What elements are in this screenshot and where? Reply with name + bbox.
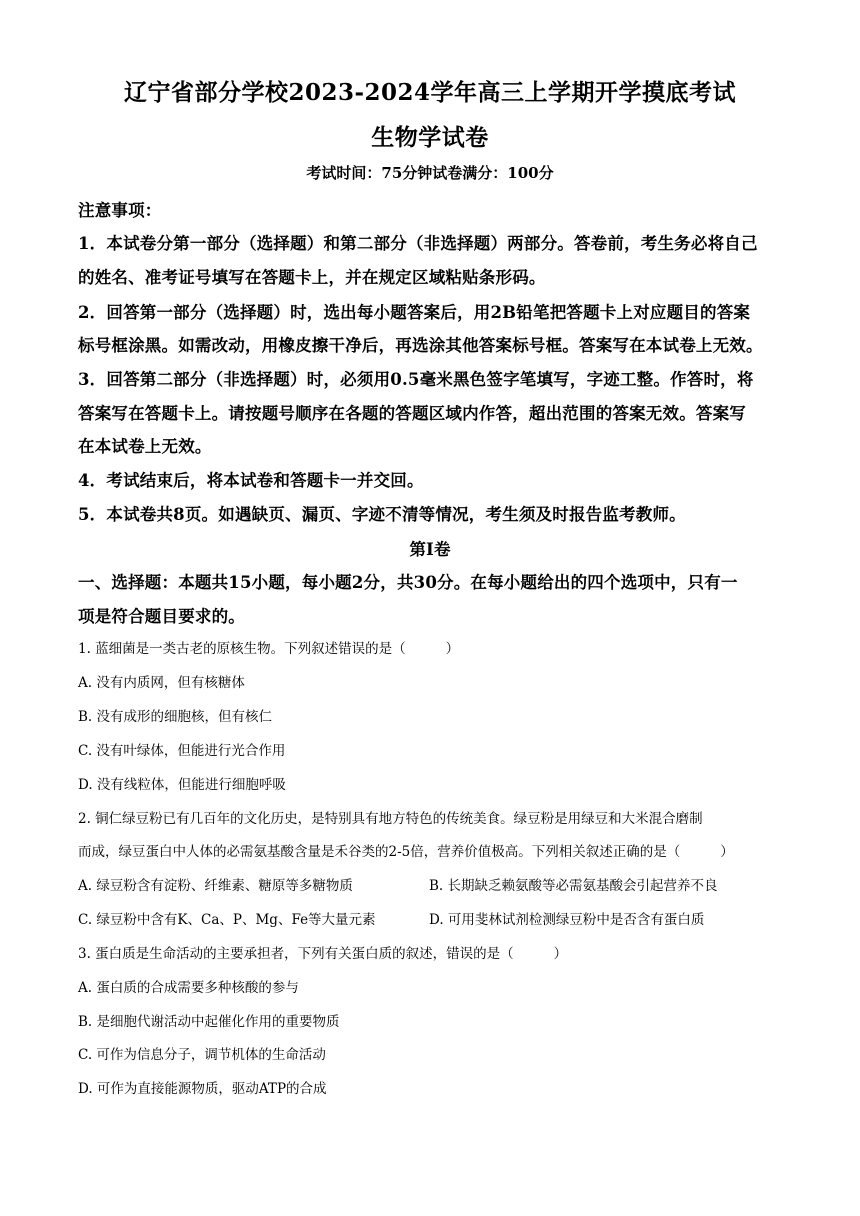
exam-subject-title: 生物学试卷 — [371, 124, 489, 151]
question-3-option-a: A. 蛋白质的合成需要多种核酸的参与 — [78, 980, 299, 996]
note-line: 1．本试卷分第一部分（选择题）和第二部分（非选择题）两部分。答卷前，考生务必将自己 — [78, 234, 758, 253]
question-2-stem: 2. 铜仁绿豆粉已有几百年的文化历史，是特别具有地方特色的传统美食。绿豆粉是用绿豆和大米混合磨制 — [78, 811, 703, 827]
question-1-option-c: C. 没有叶绿体，但能进行光合作用 — [78, 743, 286, 759]
note-line: 答案写在答题卡上。请按题号顺序在各题的答题区域内作答，超出范围的答案无效。答案写 — [78, 404, 746, 423]
question-1-option-a: A. 没有内质网，但有核糖体 — [78, 675, 245, 691]
note-line: 的姓名、准考证号填写在答题卡上，并在规定区域粘贴条形码。 — [78, 268, 546, 287]
question-2-option-b: B. 长期缺乏赖氨酸等必需氨基酸会引起营养不良 — [429, 878, 718, 894]
question-1-option-b: B. 没有成形的细胞核，但有核仁 — [78, 709, 273, 725]
question-2-options-row — [78, 908, 788, 930]
question-2-stem-cont: 而成，绿豆蛋白中人体的必需氨基酸含量是禾谷类的2-5倍，营养价值极高。下列相关叙述正确的是（ ） — [78, 844, 734, 860]
notes-heading: 注意事项： — [78, 201, 162, 220]
section-instruction: 项是符合题目要求的。 — [78, 607, 245, 626]
note-line: 在本试卷上无效。 — [78, 437, 212, 456]
question-2-options-row — [78, 874, 788, 896]
note-line: 5．本试卷共8页。如遇缺页、漏页、字迹不清等情况，考生须及时报告监考教师。 — [78, 505, 686, 524]
question-2-option-d: D. 可用斐林试剂检测绿豆粉中是否含有蛋白质 — [429, 912, 705, 928]
question-2-option-a: A. 绿豆粉含有淀粉、纤维素、糖原等多糖物质 — [78, 878, 353, 894]
question-3-stem: 3. 蛋白质是生命活动的主要承担者，下列有关蛋白质的叙述，错误的是（ ） — [78, 946, 568, 962]
volume-heading: 第Ⅰ卷 — [409, 540, 451, 559]
exam-title: 辽宁省部分学校2023-2024学年高三上学期开学摸底考试 — [123, 79, 737, 106]
note-line: 2．回答第一部分（选择题）时，选出每小题答案后，用2B铅笔把答题卡上对应题目的答案 — [78, 303, 751, 322]
question-3-option-c: C. 可作为信息分子，调节机体的生命活动 — [78, 1047, 326, 1063]
exam-time-and-score: 考试时间：75分钟试卷满分：100分 — [306, 164, 554, 182]
note-line: 4．考试结束后，将本试卷和答题卡一并交回。 — [78, 471, 424, 490]
question-1-option-d: D. 没有线粒体，但能进行细胞呼吸 — [78, 777, 286, 793]
note-line: 标号框涂黑。如需改动，用橡皮擦干净后，再选涂其他答案标号框。答案写在本试卷上无效。 — [78, 336, 763, 355]
question-3-option-b: B. 是细胞代谢活动中起催化作用的重要物质 — [78, 1014, 340, 1030]
question-1-stem: 1. 蓝细菌是一类古老的原核生物。下列叙述错误的是（ ） — [78, 641, 460, 657]
note-line: 3．回答第二部分（非选择题）时，必须用0.5毫米黑色签字笔填写，字迹工整。作答时，将 — [78, 370, 754, 389]
section-instruction: 一、选择题：本题共15小题，每小题2分，共30分。在每小题给出的四个选项中，只有一 — [78, 573, 738, 592]
question-3-option-d: D. 可作为直接能源物质，驱动ATP的合成 — [78, 1081, 327, 1097]
question-2-option-c: C. 绿豆粉中含有K、Ca、P、Mg、Fe等大量元素 — [78, 912, 376, 928]
